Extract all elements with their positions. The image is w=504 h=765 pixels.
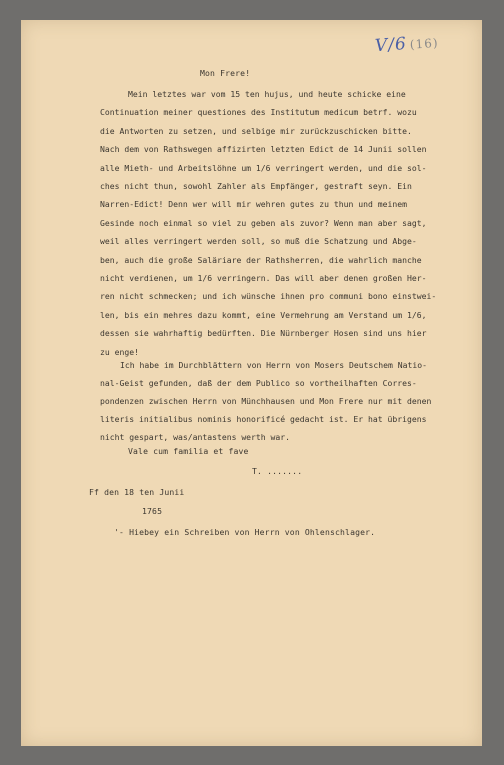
text-line: Narren-Edict! Denn wer will mir wehren gutes zu thun und meinem	[100, 199, 407, 210]
text-line: nal-Geist gefunden, daß der dem Publico so vortheilhaften Corres-	[100, 378, 417, 388]
text-line: Ich habe im Durchblättern von Herrn von Mosers Deutschem Natio-	[120, 360, 427, 370]
text-line: nicht verdienen, um 1/6 verringern. Das will aber denen großen Her-	[100, 273, 427, 283]
text-line: ches nicht thun, sowohl Zahler als Empfänger, gestraft seyn. Ein	[100, 181, 412, 191]
text-line: literis initialibus nominis honorificé gedacht ist. Er hat übrigens	[100, 414, 427, 424]
text-line: Gesinde noch einmal so viel zu geben als zuvor? Wenn man aber sagt,	[100, 217, 427, 228]
text-line: pondenzen zwischen Herrn von Münchhausen und Mon Frere nur mit denen	[100, 396, 432, 406]
text-line: Continuation meiner questiones des Institutum medicum betrf. wozu	[100, 107, 417, 118]
archive-mark-pencil-number: (16)	[408, 35, 439, 52]
document-page	[21, 20, 482, 746]
text-line: len, bis ein mehres dazu kommt, eine Vermehrung am Verstand um 1/6,	[100, 309, 427, 320]
text-line: nicht gespart, was/antastens werth war.	[100, 432, 291, 442]
text-line: Nach dem von Rathswegen affizirten letzten Edict de 14 Junii sollen	[100, 144, 427, 155]
signature-line: T. .......	[252, 466, 303, 476]
text-line: weil alles verringert werden soll, so muß die Schatzung und Abge-	[100, 236, 417, 247]
text-line: ren nicht schmecken; und ich wünsche ihnen pro communi bono einstwei-	[100, 291, 437, 302]
year-line: 1765	[142, 506, 163, 516]
text-line: dessen sie wahrhaftig bedürften. Die Nürnberger Hosen sind uns hier	[100, 328, 427, 339]
postscript-line: '- Hiebey ein Schreiben von Herrn von Ohlenschlager.	[114, 527, 376, 537]
text-line: die Antworten zu setzen, und selbige mir zurückzuschicken bitte.	[100, 125, 412, 136]
text-line: Mein letztes war vom 15 ten hujus, und heute schicke eine	[128, 89, 406, 99]
closing-line: Vale cum familia et fave	[128, 446, 249, 456]
letter-salutation: Mon Frere!	[200, 68, 251, 78]
text-line: zu enge!	[100, 346, 139, 357]
archive-signature-mark	[374, 32, 439, 56]
place-date-line: Ff den 18 ten Junii	[89, 487, 185, 497]
archive-mark-main: V/6	[373, 34, 408, 57]
text-line: ben, auch die große Saläriare der Rathsherren, die wahrlich manche	[100, 254, 422, 265]
text-line: alle Mieth- und Arbeitslöhne um 1/6 verringert werden, und die sol-	[100, 162, 427, 173]
